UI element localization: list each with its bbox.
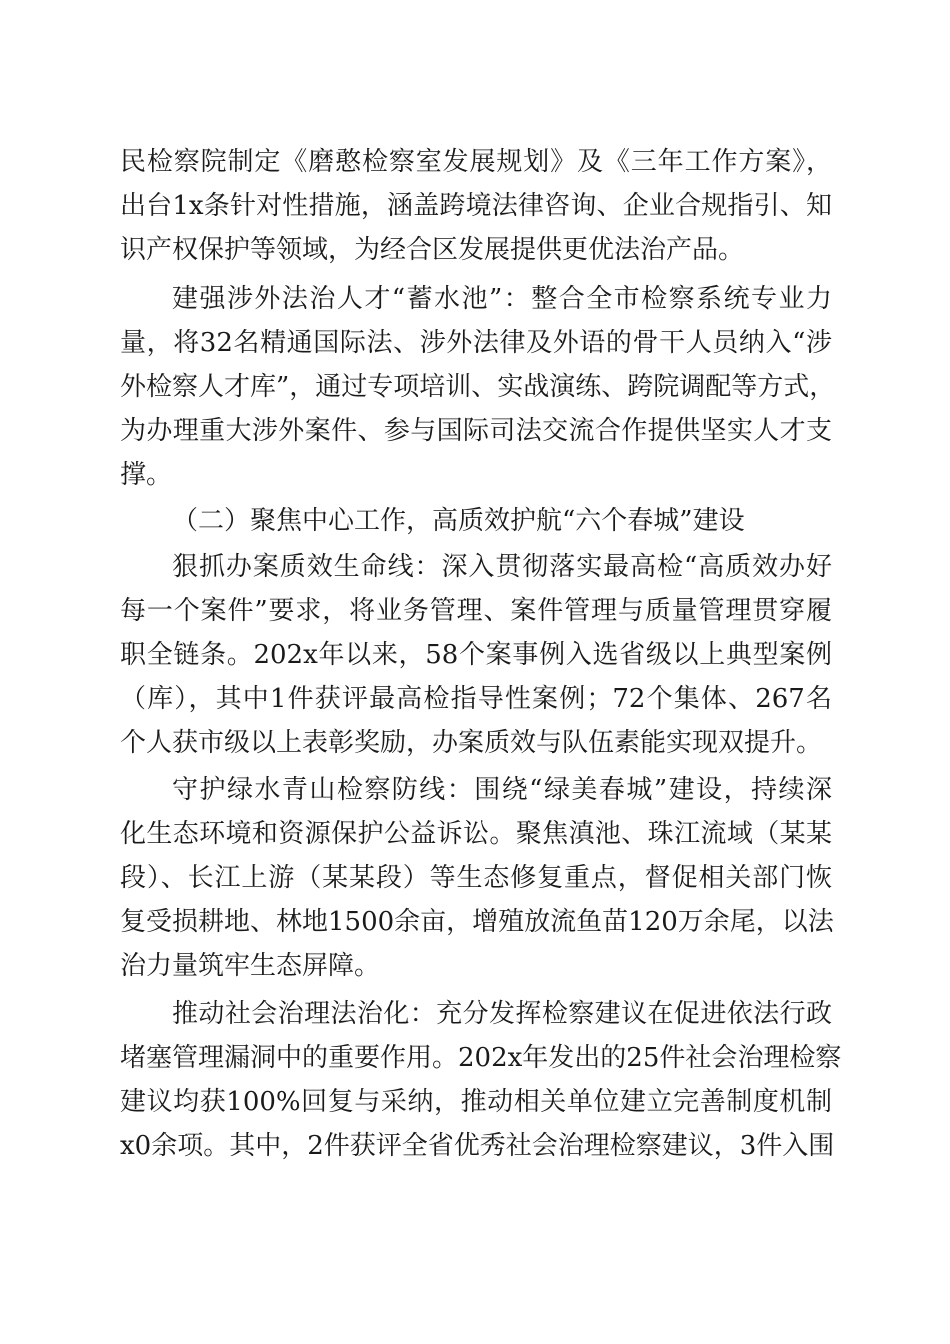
paragraph-line: 守护绿水青山检察防线：围绕“绿美春城”建设，持续深 [172, 775, 832, 805]
paragraph-line: 撑。 [120, 460, 173, 490]
paragraph-line: 治力量筑牢生态屏障。 [120, 951, 381, 981]
paragraph-line: 为办理重大涉外案件、参与国际司法交流合作提供坚实人才支 [120, 416, 832, 446]
paragraph-line: 建议均获100%回复与采纳，推动相关单位建立完善制度机制 [120, 1087, 832, 1117]
paragraph-line: 民检察院制定《磨憨检察室发展规划》及《三年工作方案》， [120, 147, 832, 177]
paragraph-line: 出台1x条针对性措施，涵盖跨境法律咨询、企业合规指引、知 [120, 191, 832, 221]
paragraph-line: x0余项。其中，2件获评全省优秀社会治理检察建议，3件入围 [120, 1131, 835, 1161]
paragraph-line: 堵塞管理漏洞中的重要作用。202x年发出的25件社会治理检察 [120, 1043, 842, 1073]
paragraph-line: 个人获市级以上表彰奖励，办案质效与队伍素能实现双提升。 [120, 728, 823, 758]
paragraph-line: 量，将32名精通国际法、涉外法律及外语的骨干人员纳入“涉 [120, 328, 832, 358]
paragraph-line: 识产权保护等领域，为经合区发展提供更优法治产品。 [120, 235, 745, 265]
paragraph-line: （库），其中1件获评最高检指导性案例；72个集体、267名 [120, 684, 832, 714]
paragraph-line: 职全链条。202x年以来，58个案事例入选省级以上典型案例 [120, 640, 832, 670]
paragraph-line: 建强涉外法治人才“蓄水池”：整合全市检察系统专业力 [172, 284, 832, 314]
paragraph-line: 外检察人才库”，通过专项培训、实战演练、跨院调配等方式， [120, 372, 836, 402]
paragraph-line: 每一个案件”要求，将业务管理、案件管理与质量管理贯穿履 [120, 596, 832, 626]
section-heading: （二）聚焦中心工作，高质效护航“六个春城”建设 [172, 506, 745, 536]
paragraph-line: 复受损耕地、林地1500余亩，增殖放流鱼苗120万余尾，以法 [120, 907, 834, 937]
paragraph-line: 狠抓办案质效生命线：深入贯彻落实最高检“高质效办好 [172, 552, 832, 582]
paragraph-line: 推动社会治理法治化：充分发挥检察建议在促进依法行政 [172, 999, 832, 1029]
paragraph-line: 段）、长江上游（某某段）等生态修复重点，督促相关部门恢 [120, 863, 832, 893]
paragraph-line: 化生态环境和资源保护公益诉讼。聚焦滇池、珠江流域（某某 [120, 819, 832, 849]
